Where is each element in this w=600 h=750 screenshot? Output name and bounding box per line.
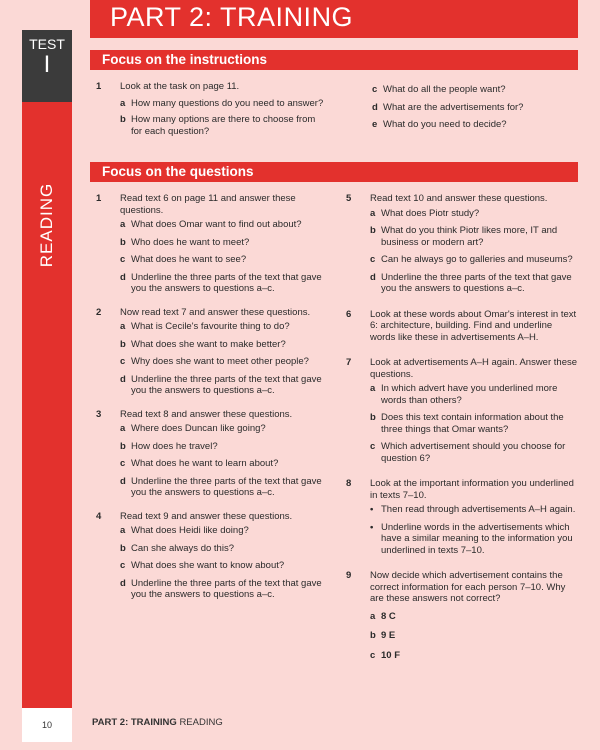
question-number: 4 — [96, 510, 102, 522]
question-item — [96, 409, 324, 499]
sub-text: Underline the three parts of the text that gave you the answers to questions a–c. — [131, 475, 322, 498]
sub-letter: d — [372, 101, 378, 113]
sub-letter: a — [120, 525, 126, 536]
sub-letter: c — [120, 356, 126, 367]
sub-question — [120, 423, 324, 435]
sub-text: What does Piotr study? — [381, 207, 480, 219]
sub-question — [120, 237, 324, 249]
sub-text: What does Omar want to find out about? — [131, 219, 302, 230]
sub-text: What are the advertisements for? — [383, 101, 524, 113]
question-number: 1 — [96, 193, 102, 204]
sub-question — [120, 441, 324, 453]
question-text: Read text 9 and answer these questions. — [120, 510, 293, 522]
section-side-label: READING — [37, 182, 56, 268]
sub-letter: a — [370, 383, 376, 394]
sub-question — [120, 98, 324, 110]
sub-text: What do all the people want? — [383, 84, 506, 95]
instructions-left — [96, 81, 324, 137]
sub-letter: b — [120, 338, 126, 350]
sub-letter: d — [120, 271, 126, 283]
sub-text: Who does he want to meet? — [131, 236, 250, 248]
question-text: Look at the task on page 11. — [120, 81, 240, 92]
sub-question — [120, 543, 324, 555]
sub-letter: d — [120, 475, 126, 487]
sub-bullet: • — [370, 504, 374, 515]
sub-text: Underline the three parts of the text that gave you the answers to questions a–c. — [381, 271, 572, 294]
sub-text: Can he always go to galleries and museums? — [381, 254, 573, 265]
question-number: 8 — [346, 478, 352, 489]
sub-text: What do you need to decide? — [383, 119, 507, 130]
question-number: 7 — [346, 357, 352, 368]
sub-question — [370, 650, 578, 662]
question-item — [96, 193, 324, 295]
questions-right — [346, 193, 578, 661]
sub-text: What does he want to see? — [131, 254, 247, 265]
sub-letter: b — [120, 114, 126, 125]
sub-question — [370, 272, 578, 295]
sub-text: 10 F — [381, 649, 401, 661]
sub-letter: c — [370, 254, 376, 265]
sub-letter: b — [370, 630, 376, 641]
question-item — [346, 193, 578, 295]
sub-text: Underline words in the advertisements which have a similar meaning to the information you underlined in texts 7–10. — [381, 521, 573, 556]
sub-text: In which advert have you underlined more words than others? — [381, 383, 558, 406]
sub-letter: c — [120, 254, 126, 265]
sub-text: Then read through advertisements A–H again. — [381, 504, 576, 515]
side-bar — [22, 30, 72, 720]
sub-text: What does she want to know about? — [131, 560, 285, 571]
sub-text: Underline the three parts of the text that gave you the answers to questions a–c. — [131, 577, 322, 600]
test-badge — [22, 30, 72, 102]
sub-question — [370, 225, 578, 248]
question-number: 9 — [346, 570, 352, 581]
sub-question — [120, 458, 324, 470]
sub-question — [370, 522, 578, 557]
sub-text: What is Cecile's favourite thing to do? — [131, 321, 290, 332]
sub-question — [120, 321, 324, 333]
sub-question — [370, 504, 578, 516]
questions-left — [96, 193, 324, 601]
sub-letter: a — [120, 97, 126, 109]
sub-letter: b — [120, 440, 126, 452]
question-text: Read text 10 and answer these questions. — [370, 193, 548, 204]
sub-letter: d — [120, 373, 126, 385]
sub-question — [120, 374, 324, 397]
sub-question — [120, 254, 324, 266]
sub-question — [120, 339, 324, 351]
sub-question — [120, 219, 324, 231]
sub-question — [372, 84, 582, 96]
footer-part: PART 2: TRAINING — [92, 717, 177, 728]
page-number: 10 — [22, 708, 72, 742]
sub-question — [370, 441, 578, 464]
sub-text: What does she want to make better? — [131, 338, 286, 350]
sub-question — [370, 383, 578, 406]
question-text: Look at these words about Omar's interest in text 6: architecture, building. Find and underline words like these in advertisements A–H. — [370, 308, 577, 343]
sub-text: What does he want to learn about? — [131, 458, 279, 469]
footer-caption — [92, 717, 223, 728]
sub-question — [370, 611, 578, 623]
sub-question — [120, 356, 324, 368]
question-text: Now read text 7 and answer these questions. — [120, 306, 311, 318]
footer-section: READING — [179, 717, 223, 728]
sub-text: Does this text contain information about the three things that Omar wants? — [381, 412, 564, 435]
question-text: Now decide which advertisement contains the correct information for each person 7–10. Why are these answers not correct? — [370, 570, 566, 604]
sub-letter: b — [120, 542, 126, 554]
sub-letter: c — [120, 560, 126, 571]
sub-question — [120, 560, 324, 572]
sub-letter: e — [372, 119, 378, 130]
sub-letter: b — [370, 412, 376, 423]
sub-letter: d — [120, 577, 126, 589]
question-number: 5 — [346, 193, 352, 204]
sub-text: 8 C — [381, 610, 396, 622]
sub-question — [120, 272, 324, 295]
sub-question — [372, 119, 582, 131]
question-text: Read text 8 and answer these questions. — [120, 408, 293, 420]
sub-question — [370, 630, 578, 642]
question-item — [96, 307, 324, 397]
sub-letter: b — [120, 236, 126, 248]
sub-letter: c — [120, 458, 126, 469]
sub-text: What does Heidi like doing? — [131, 525, 249, 536]
sub-question — [120, 525, 324, 537]
question-item — [346, 357, 578, 464]
sub-letter: d — [370, 271, 376, 283]
sub-text: How many questions do you need to answer? — [131, 97, 324, 109]
question-number: 2 — [96, 306, 102, 318]
sub-letter: a — [120, 219, 126, 230]
sub-question — [120, 476, 324, 499]
sub-text: 9 E — [381, 630, 396, 641]
question-item — [346, 478, 578, 556]
sub-letter: c — [370, 649, 376, 661]
question-number: 3 — [96, 408, 102, 420]
question-item — [96, 81, 324, 137]
sub-text: What do you think Piotr likes more, IT and business or modern art? — [381, 225, 558, 248]
sub-question — [120, 578, 324, 601]
question-item — [96, 511, 324, 601]
sub-text: How many options are there to choose from for each question? — [131, 114, 316, 137]
sub-question — [372, 102, 582, 114]
sub-text: Underline the three parts of the text that gave you the answers to questions a–c. — [131, 271, 322, 294]
test-number: I — [43, 51, 51, 78]
question-text: Read text 6 on page 11 and answer these questions. — [120, 193, 296, 216]
question-text: Look at advertisements A–H again. Answer these questions. — [370, 357, 578, 380]
sub-letter: a — [120, 423, 126, 434]
sub-text: Underline the three parts of the text that gave you the answers to questions a–c. — [131, 373, 322, 396]
sub-text: Where does Duncan like going? — [131, 423, 266, 434]
question-item — [346, 570, 578, 661]
question-item — [346, 309, 578, 344]
page-title: PART 2: TRAINING — [110, 2, 354, 32]
sub-letter: a — [370, 207, 376, 219]
sub-text: Why does she want to meet other people? — [131, 356, 309, 367]
question-text: Look at the important information you underlined in texts 7–10. — [370, 478, 574, 501]
sub-letter: c — [372, 84, 378, 95]
question-number: 6 — [346, 308, 352, 320]
sub-text: How does he travel? — [131, 440, 218, 452]
sub-letter: a — [370, 610, 376, 622]
sub-question — [120, 114, 324, 137]
sub-question — [370, 254, 578, 266]
sub-letter: c — [370, 441, 376, 452]
footer — [0, 708, 600, 750]
questions-heading: Focus on the questions — [90, 162, 578, 182]
sub-bullet: • — [370, 521, 374, 533]
sub-letter: b — [370, 225, 376, 236]
sub-question — [370, 412, 578, 435]
question-number: 1 — [96, 81, 102, 92]
instructions-right — [372, 81, 582, 131]
instructions-heading: Focus on the instructions — [90, 50, 578, 70]
sub-text: Which advertisement should you choose for question 6? — [381, 441, 566, 464]
sub-text: Can she always do this? — [131, 542, 234, 554]
sub-question — [370, 208, 578, 220]
test-label: TEST — [29, 36, 65, 52]
sub-letter: a — [120, 321, 126, 332]
